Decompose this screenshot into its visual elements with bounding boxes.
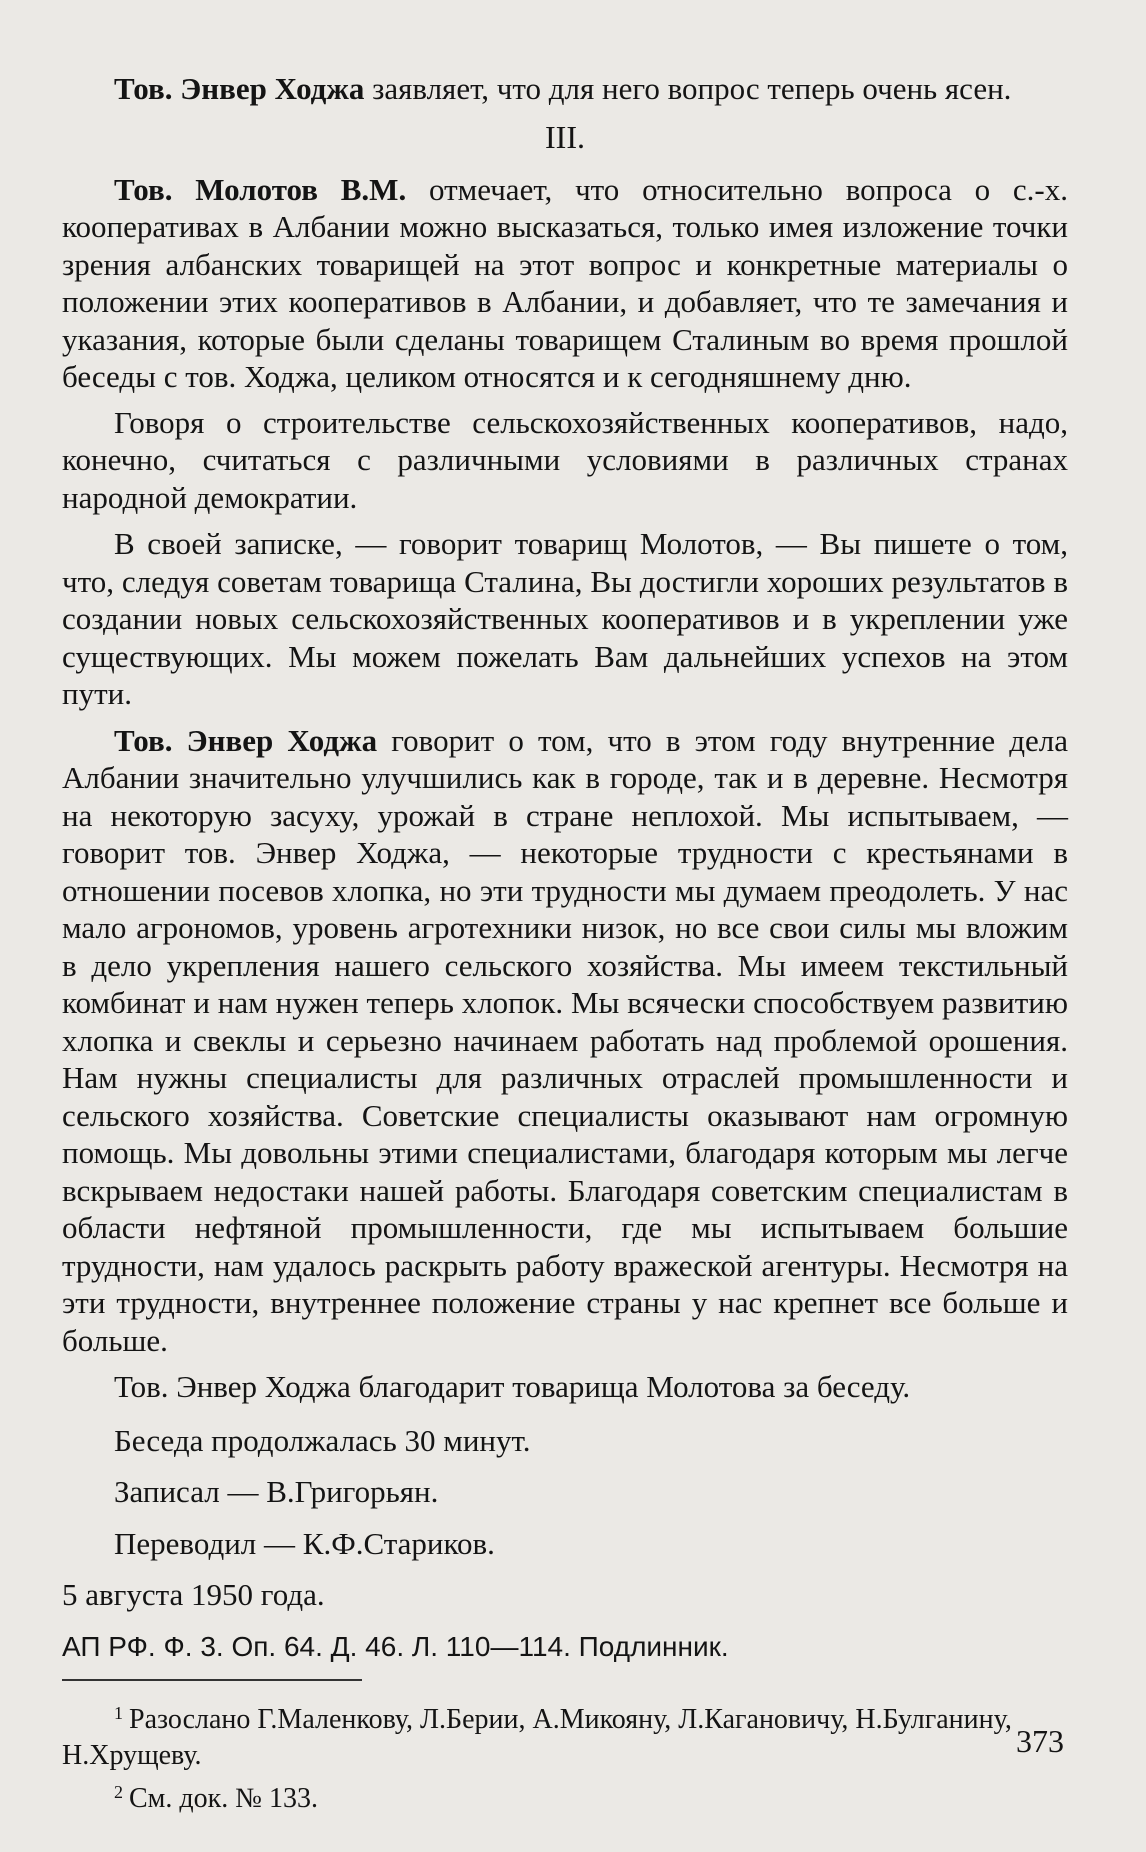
footnote-number: 1 bbox=[114, 1703, 123, 1723]
translated-by-line: Переводил — К.Ф.Стариков. bbox=[114, 1525, 495, 1561]
text-column bbox=[62, 70, 1068, 1817]
paragraph-text: говорит о том, что в этом году внутренние дела Албании значительно улучшились как в городе, так и в деревне. Несмотря на некоторую засуху, урожай в стране неплохой. Мы испытываем, — говорит тов. Энвер Ходжа, — некоторые трудности с крестьянами в отношении посевов хлопка, но эти трудности мы думаем преодолеть. У нас мало агрономов, уровень агротехники низок, но все свои силы мы вложим в дело укрепления нашего сельского хозяйства. Мы имеем текстильный комбинат и нам нужен теперь хлопок. Мы всячески способствуем развитию хлопка и свеклы и серьезно начинаем работать над проблемой орошения. Нам нужны специалисты для различных отраслей промышленности и сельского хозяйства. Советские специалисты оказывают нам огромную помощь. Мы довольны этими специалистами, благодаря которым мы легче вскрываем недостаки нашей работы. Благодаря советским специалистам в области нефтяной промышленности, где мы испытываем большие трудности, нам удалось раскрыть работу вражеской агентуры. Несмотря на эти трудности, внутреннее положение страны у нас крепнет все больше и больше. bbox=[62, 722, 1068, 1358]
recorded-by-line: Записал — В.Григорьян. bbox=[114, 1474, 439, 1509]
footnote-text: Разослано Г.Маленкову, Л.Берии, А.Микояну, Л.Кагановичу, Н.Булганину, Н.Хрущеву. bbox=[62, 1704, 1012, 1771]
footnote-2 bbox=[62, 1774, 1068, 1817]
paragraph-text: заявляет, что для него вопрос теперь очень ясен. bbox=[364, 71, 1012, 106]
closing-block bbox=[62, 1422, 1068, 1666]
footnote-1 bbox=[62, 1695, 1068, 1774]
speaker-name: Тов. Энвер Ходжа bbox=[114, 71, 365, 106]
paragraph-5 bbox=[62, 722, 1068, 1360]
speaker-name: Тов. Молотов В.М. bbox=[114, 171, 407, 207]
footnote-text: См. док. № 133. bbox=[129, 1783, 318, 1814]
archive-reference: АП РФ. Ф. 3. Оп. 64. Д. 46. Л. 110—114. Подлинник. bbox=[62, 1630, 729, 1662]
footnote-number: 2 bbox=[114, 1782, 123, 1802]
paragraph-4: В своей записке, — говорит товарищ Молотов, — Вы пишете о том, что, следуя советам товарища Сталина, Вы достигли хороших результатов в создании новых сельскохозяйственных кооперативов и в укреплении уже существующих. Мы можем пожелать Вам дальнейших успехов на этом пути. bbox=[62, 526, 1068, 711]
date-line: 5 августа 1950 года. bbox=[62, 1577, 325, 1612]
footnote-divider bbox=[62, 1679, 362, 1681]
speaker-name: Тов. Энвер Ходжа bbox=[114, 722, 378, 758]
section-heading: III. bbox=[545, 118, 585, 155]
paragraph-2 bbox=[62, 171, 1068, 396]
page-number: 373 bbox=[1016, 1723, 1064, 1759]
duration-line: Беседа продолжалась 30 минут. bbox=[114, 1422, 531, 1458]
paragraph-6: Тов. Энвер Ходжа благодарит товарища Молотова за беседу. bbox=[114, 1369, 911, 1404]
paragraph-text: отмечает, что относительно вопроса о с.-х. кооперативах в Албании можно высказаться, только имея изложение точки зрения албанских товарищей на этот вопрос и конкретные материалы о положении этих кооперативов в Албании, и добавляет, что те замечания и указания, которые были сделаны товарищем Сталиным во время прошлой беседы с тов. Ходжа, целиком относятся и к сегодняшнему дню. bbox=[62, 171, 1069, 394]
paragraph-3: Говоря о строительстве сельскохозяйственных кооперативов, надо, конечно, считаться с различными условиями в различных странах народной демократии. bbox=[62, 404, 1068, 515]
paragraph-1 bbox=[62, 70, 1068, 108]
